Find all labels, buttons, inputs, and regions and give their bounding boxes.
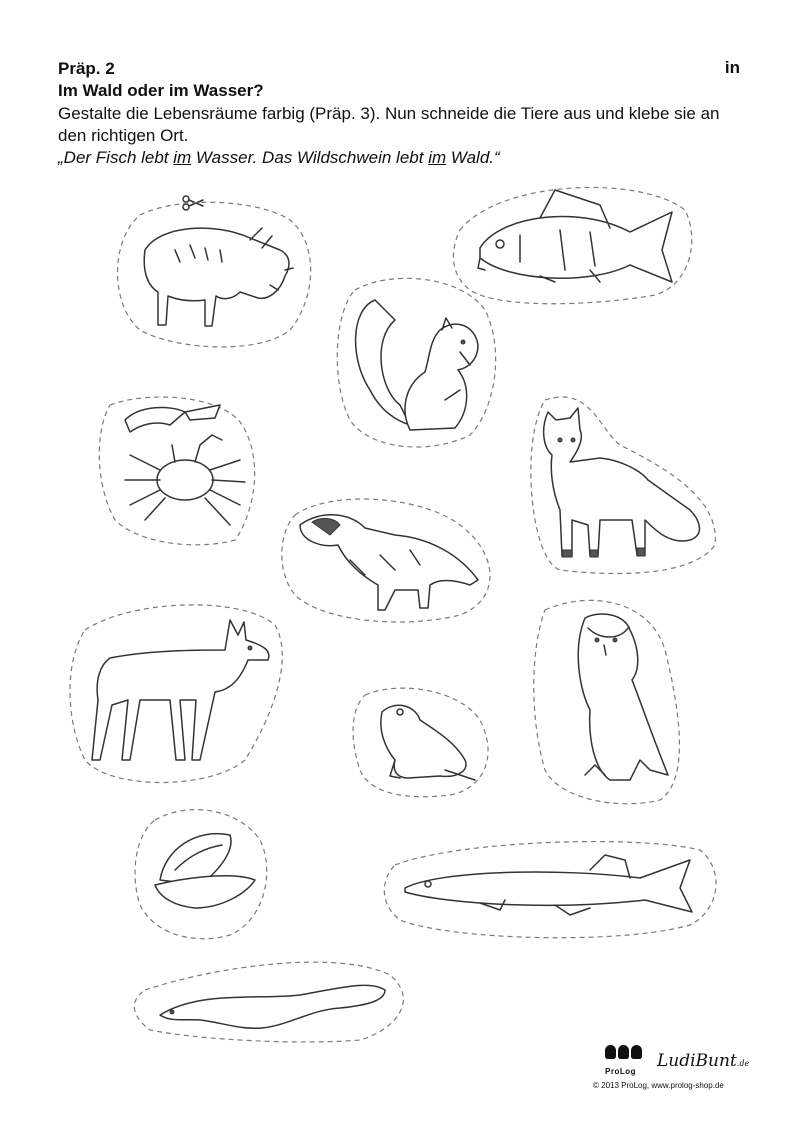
crab-illustration	[125, 405, 245, 525]
page-title: Im Wald oder im Wasser?	[58, 81, 264, 100]
frog-illustration	[381, 705, 475, 780]
wild-boar-illustration	[144, 228, 293, 326]
cutout-eel[interactable]	[134, 962, 403, 1042]
deer-illustration	[92, 620, 269, 760]
cutout-squirrel[interactable]	[337, 278, 495, 447]
copyright-text: © 2013 ProLog, www.prolog-shop.de	[593, 1081, 724, 1090]
mussel-illustration	[155, 834, 255, 908]
cutout-badger[interactable]	[282, 499, 490, 622]
pike-fish-illustration	[405, 855, 692, 915]
exercise-number: Präp. 2	[58, 59, 115, 78]
fox-illustration	[544, 408, 700, 557]
ludibunt-logo-suffix: .de	[736, 1059, 750, 1068]
quote-part-1: „Der Fisch lebt	[58, 148, 174, 167]
quote-part-2: Wasser. Das Wildschwein lebt	[191, 148, 429, 167]
eel-illustration	[160, 985, 385, 1028]
cutout-barn-owl[interactable]	[534, 600, 680, 803]
prolog-logo-text: ProLog	[605, 1067, 636, 1076]
cutout-mussel[interactable]	[135, 810, 267, 939]
footer-logos	[585, 1045, 755, 1095]
ludibunt-logo-text: LudiBunt	[657, 1051, 737, 1071]
barn-owl-illustration	[578, 614, 668, 780]
cutout-deer[interactable]	[70, 605, 282, 783]
quote-underline-im-1: im	[173, 148, 192, 167]
cutout-frog[interactable]	[353, 688, 488, 797]
cutout-wild-boar[interactable]	[118, 202, 311, 347]
instruction-text: Gestalte die Lebensräume farbig (Präp. 3). Nun schneide die Tiere aus und klebe sie an den richtigen Ort.	[58, 104, 720, 145]
badger-illustration	[300, 515, 478, 610]
squirrel-illustration	[356, 300, 478, 430]
cutout-carp-fish[interactable]	[453, 187, 691, 303]
quote-part-3: Wald.“	[446, 148, 500, 167]
prolog-penguins-logo	[605, 1045, 644, 1062]
cutout-fox[interactable]	[531, 397, 716, 574]
exercise-tag: in	[724, 58, 740, 77]
cutout-crab[interactable]	[99, 397, 254, 545]
cutout-pike-fish[interactable]	[384, 842, 716, 938]
ludibunt-logo	[657, 1051, 749, 1071]
quote-underline-im-2: im	[428, 148, 447, 167]
carp-fish-illustration	[478, 190, 672, 282]
